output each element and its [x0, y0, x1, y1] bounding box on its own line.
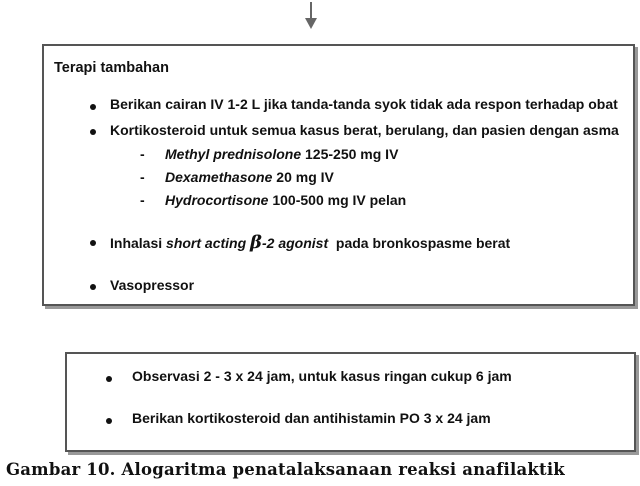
list-item: Berikan kortikosteroid dan antihistamin PO 3 x 24 jam: [132, 410, 491, 426]
bullet-icon: [90, 240, 96, 246]
list-item: Berikan cairan IV 1-2 L jika tanda-tanda syok tidak ada respon terhadap obat: [110, 96, 618, 112]
list-item: Kortikosteroid untuk semua kasus berat, berulang, dan pasien dengan asma: [110, 122, 619, 138]
sub-list-item: Methyl prednisolone 125-250 mg IV: [165, 146, 399, 162]
sub-list-item: Dexamethasone 20 mg IV: [165, 169, 334, 185]
sub-list-item: Hydrocortisone 100-500 mg IV pelan: [165, 192, 407, 208]
bullet-icon: [90, 284, 96, 290]
dash-marker: -: [140, 169, 145, 185]
flow-arrow-down-icon: [303, 2, 319, 30]
beta-symbol: β: [250, 232, 262, 253]
dash-marker: -: [140, 192, 145, 208]
list-item: Observasi 2 - 3 x 24 jam, untuk kasus ringan cukup 6 jam: [132, 368, 512, 384]
list-item: Vasopressor: [110, 277, 195, 293]
observation-box: [65, 352, 636, 452]
box-title: Terapi tambahan: [54, 60, 169, 76]
dash-marker: -: [140, 146, 145, 162]
bullet-icon: [106, 376, 112, 382]
bullet-icon: [90, 104, 96, 110]
additional-therapy-box: [42, 44, 635, 306]
bullet-icon: [90, 129, 96, 135]
bullet-icon: [106, 418, 112, 424]
figure-caption: Gambar 10. Alogaritma penatalaksanaan reaksi anafilaktik: [6, 460, 565, 479]
list-item: Inhalasi short acting β-2 agonist pada bronkospasme berat: [110, 232, 511, 253]
